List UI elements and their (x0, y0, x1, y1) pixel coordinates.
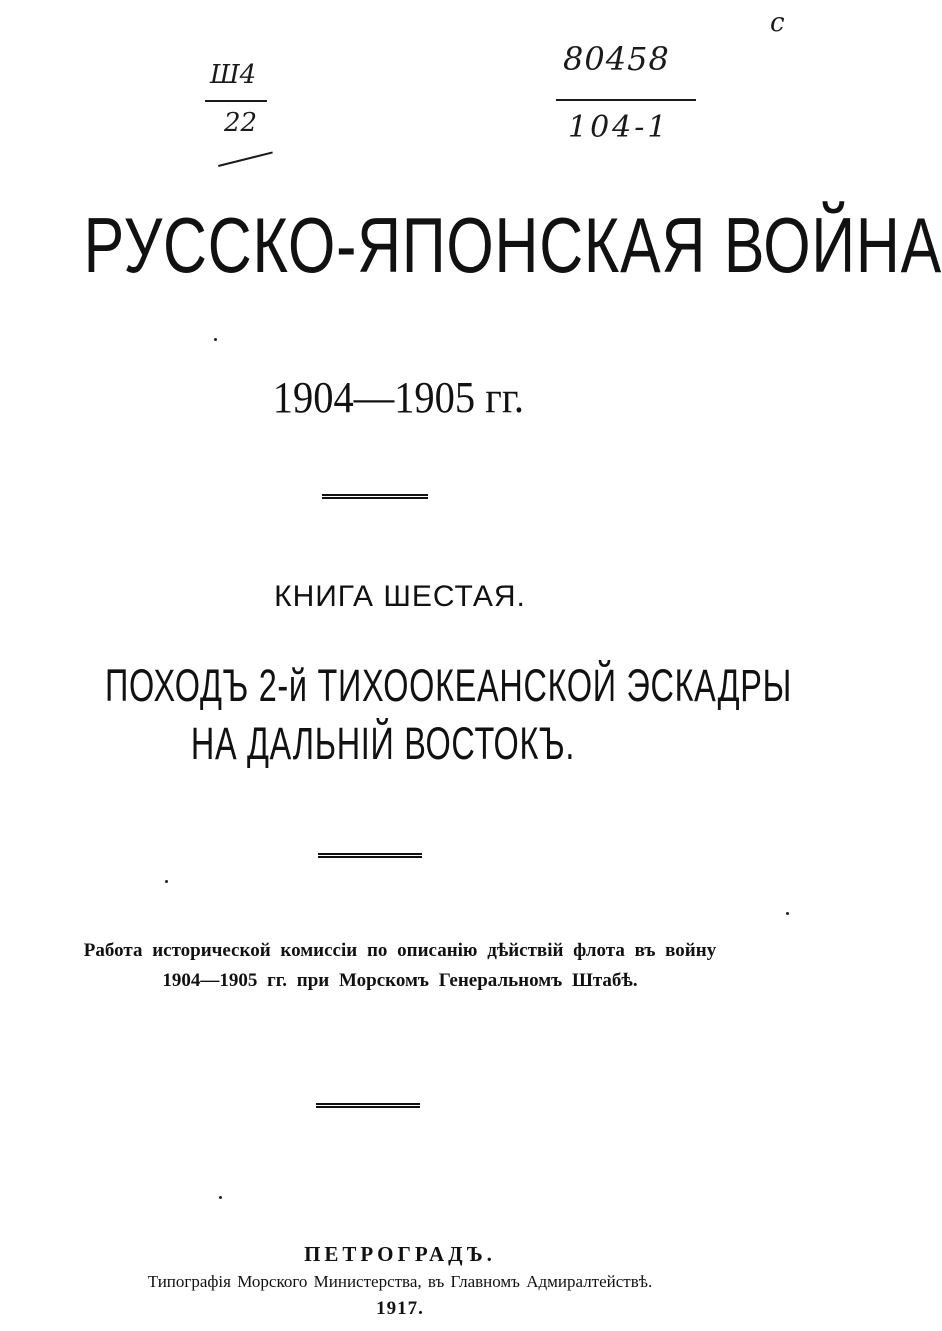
print-speck (219, 1196, 222, 1199)
handwritten-mark-left-bottom: 22 (224, 108, 258, 138)
page-title: РУССКО-ЯПОНСКАЯ ВОЙНА (83, 201, 942, 289)
description-line-2: 1904—1905 гг. при Морскомъ Генеральномъ Штабѣ. (162, 970, 638, 991)
double-rule-2 (318, 853, 422, 858)
handwritten-mark-right-top: 80458 (563, 40, 670, 78)
subtitle-line-1: ПОХОДЪ 2-й ТИХООКЕАНСКОЙ ЭСКАДРЫ (105, 660, 792, 711)
imprint-city: ПЕТРОГРАДЪ. (304, 1242, 496, 1266)
handwritten-mark-corner: с (770, 8, 785, 38)
print-speck (214, 338, 217, 341)
double-rule-1 (322, 494, 428, 499)
print-speck (165, 880, 168, 883)
title-years: 1904—1905 гг. (272, 373, 525, 422)
handwritten-mark-right-bottom: 104-1 (568, 110, 670, 145)
handwritten-stroke-left (218, 151, 273, 166)
handwritten-mark-left-top: Ш4 (210, 60, 257, 90)
print-speck (786, 912, 789, 915)
description-line-1: Работа исторической комиссіи по описанію дѣйствій флота въ войну (83, 940, 717, 961)
book-number: КНИГА ШЕСТАЯ. (274, 580, 526, 613)
handwritten-underline-right (556, 99, 696, 101)
imprint-year: 1917. (376, 1298, 424, 1319)
imprint-printer: Типографія Морского Министерства, въ Главномъ Адмиралтействѣ. (147, 1272, 653, 1291)
handwritten-underline-left (205, 100, 267, 102)
subtitle-line-2: НА ДАЛЬНІЙ ВОСТОКЪ. (190, 718, 576, 769)
double-rule-3 (316, 1103, 420, 1108)
